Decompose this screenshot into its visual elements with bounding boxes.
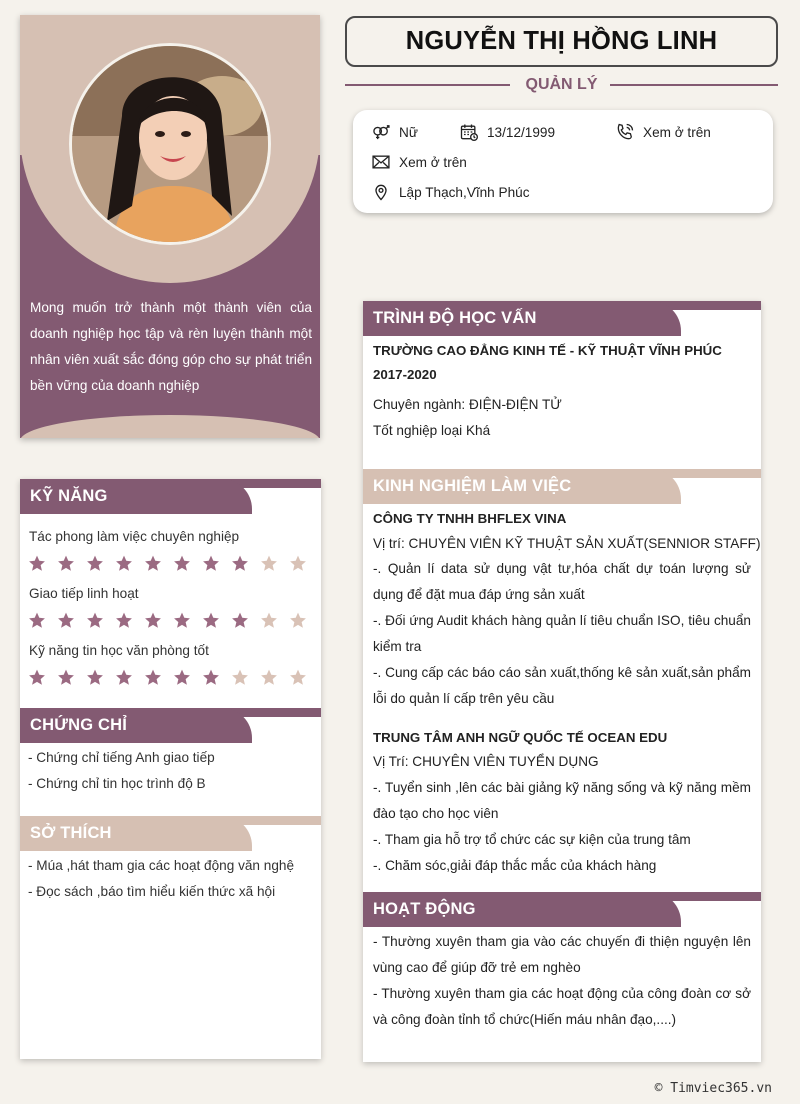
experience-title: KINH NGHIỆM LÀM VIỆC bbox=[373, 477, 572, 495]
hobbies-title: SỞ THÍCH bbox=[30, 824, 112, 842]
skill-rating bbox=[27, 611, 308, 630]
star-filled-icon bbox=[85, 554, 105, 573]
star-filled-icon bbox=[114, 611, 134, 630]
contact-gender bbox=[371, 122, 418, 142]
school-name: TRƯỜNG CAO ĐẲNG KINH TẾ - KỸ THUẬT VĨNH PHÚC bbox=[373, 343, 722, 358]
star-filled-icon bbox=[172, 554, 192, 573]
star-empty-icon bbox=[259, 611, 279, 630]
career-objective: Mong muốn trở thành một thành viên của doanh nghiệp học tập và rèn luyện thành một nhân viên xuất sắc đóng góp cho sự phát triển bền vững của doanh nghiệp bbox=[30, 300, 312, 393]
major: Chuyên ngành: ĐIỆN-ĐIỆN TỬ bbox=[373, 397, 562, 412]
profile-photo bbox=[69, 43, 271, 245]
activity-item: - Thường xuyên tham gia vào các chuyến đi thiện nguyện lên vùng cao để giúp đỡ trẻ em nghèo bbox=[373, 934, 751, 975]
email-icon bbox=[371, 152, 391, 172]
education-title: TRÌNH ĐỘ HỌC VẤN bbox=[373, 309, 537, 327]
skill-rating bbox=[27, 668, 308, 687]
job-position: Vị Trí: CHUYÊN VIÊN TUYỂN DỤNG bbox=[373, 754, 599, 769]
activity-item: - Thường xuyên tham gia các hoạt động của công đoàn cơ sở và công đoàn tỉnh tổ chức(Hiến máu nhân đạo,....) bbox=[373, 986, 751, 1027]
calendar-icon bbox=[459, 122, 479, 142]
job-duty: -. Quản lí data sử dụng vật tư,hóa chất dự toán lượng sử dụng để đặt mua đáp ứng sản xuất bbox=[373, 561, 751, 602]
job-duty: -. Chăm sóc,giải đáp thắc mắc của khách hàng bbox=[373, 858, 657, 873]
email-value: Xem ở trên bbox=[399, 154, 467, 170]
star-filled-icon bbox=[143, 668, 163, 687]
certificates-title: CHỨNG CHỈ bbox=[30, 716, 128, 734]
phone-value: Xem ở trên bbox=[643, 124, 711, 140]
gender-value: Nữ bbox=[399, 124, 418, 140]
job-duty: -. Tuyển sinh ,lên các bài giảng kỹ năng sống và kỹ năng mềm đào tạo cho học viên bbox=[373, 780, 751, 821]
certificate-item: - Chứng chỉ tin học trình độ B bbox=[28, 776, 206, 791]
skills-title: KỸ NĂNG bbox=[30, 487, 108, 505]
name-box bbox=[345, 16, 778, 67]
hobby-item: - Đọc sách ,báo tìm hiểu kiến thức xã hội bbox=[28, 884, 276, 899]
star-empty-icon bbox=[259, 668, 279, 687]
contact-card bbox=[353, 110, 773, 213]
star-filled-icon bbox=[56, 554, 76, 573]
company-name: CÔNG TY TNHH BHFLEX VINA bbox=[373, 511, 567, 526]
star-empty-icon bbox=[230, 668, 250, 687]
phone-icon bbox=[615, 122, 635, 142]
job-duty: -. Cung cấp các báo cáo sản xuất,thống kê sản xuất,sản phẩm lỗi do quản lí cấp trên yêu cầu bbox=[373, 665, 751, 706]
contact-birthday bbox=[459, 122, 555, 142]
address-value: Lập Thạch,Vĩnh Phúc bbox=[399, 184, 530, 200]
hobbies-header bbox=[20, 816, 321, 851]
certificate-item: - Chứng chỉ tiếng Anh giao tiếp bbox=[28, 750, 215, 765]
profile-card bbox=[20, 15, 320, 438]
star-filled-icon bbox=[27, 611, 47, 630]
contact-email bbox=[371, 152, 467, 172]
right-sections bbox=[363, 301, 761, 1062]
left-sections bbox=[20, 479, 321, 1059]
job-duty: -. Tham gia hỗ trợ tổ chức các sự kiện của trung tâm bbox=[373, 832, 691, 847]
star-filled-icon bbox=[85, 668, 105, 687]
hobby-item: - Múa ,hát tham gia các hoạt động văn nghệ bbox=[28, 858, 295, 873]
star-filled-icon bbox=[114, 668, 134, 687]
job-role: QUẢN LÝ bbox=[525, 76, 598, 93]
activities-title: HOẠT ĐỘNG bbox=[373, 900, 476, 918]
location-pin-icon bbox=[371, 182, 391, 202]
star-filled-icon bbox=[201, 554, 221, 573]
star-filled-icon bbox=[230, 554, 250, 573]
skill-rating bbox=[27, 554, 308, 573]
education-header bbox=[363, 301, 761, 336]
contact-phone bbox=[615, 122, 711, 142]
role-row bbox=[345, 74, 778, 96]
full-name: NGUYỄN THỊ HỒNG LINH bbox=[405, 27, 718, 55]
star-filled-icon bbox=[172, 611, 192, 630]
skill-name: Giao tiếp linh hoạt bbox=[29, 586, 139, 601]
star-filled-icon bbox=[201, 668, 221, 687]
star-filled-icon bbox=[27, 668, 47, 687]
star-filled-icon bbox=[143, 554, 163, 573]
company-name: TRUNG TÂM ANH NGỮ QUỐC TẾ OCEAN EDU bbox=[373, 730, 668, 745]
certificates-header bbox=[20, 708, 321, 743]
job-position: Vị trí: CHUYÊN VIÊN KỸ THUẬT SẢN XUẤT(SENNIOR STAFF) bbox=[373, 536, 761, 551]
star-filled-icon bbox=[56, 611, 76, 630]
star-empty-icon bbox=[259, 554, 279, 573]
star-filled-icon bbox=[27, 554, 47, 573]
contact-address bbox=[371, 182, 530, 202]
skill-name: Kỹ năng tin học văn phòng tốt bbox=[29, 643, 209, 658]
skill-name: Tác phong làm việc chuyên nghiệp bbox=[29, 529, 240, 544]
star-empty-icon bbox=[288, 668, 308, 687]
job-duty: -. Đối ứng Audit khách hàng quản lí tiêu chuẩn ISO, tiêu chuẩn kiểm tra bbox=[373, 613, 751, 654]
star-filled-icon bbox=[201, 611, 221, 630]
star-empty-icon bbox=[288, 611, 308, 630]
star-filled-icon bbox=[143, 611, 163, 630]
footer-credit: © Timviec365.vn bbox=[654, 1081, 772, 1096]
skills-header bbox=[20, 479, 321, 514]
activities-header bbox=[363, 892, 761, 927]
star-filled-icon bbox=[172, 668, 192, 687]
star-filled-icon bbox=[114, 554, 134, 573]
star-filled-icon bbox=[56, 668, 76, 687]
gender-icon bbox=[371, 122, 391, 142]
study-period: 2017-2020 bbox=[373, 367, 437, 382]
birthday-value: 13/12/1999 bbox=[487, 124, 556, 140]
star-filled-icon bbox=[230, 611, 250, 630]
graduation-grade: Tốt nghiệp loại Khá bbox=[373, 423, 491, 438]
star-filled-icon bbox=[85, 611, 105, 630]
experience-header bbox=[363, 469, 761, 504]
star-empty-icon bbox=[288, 554, 308, 573]
